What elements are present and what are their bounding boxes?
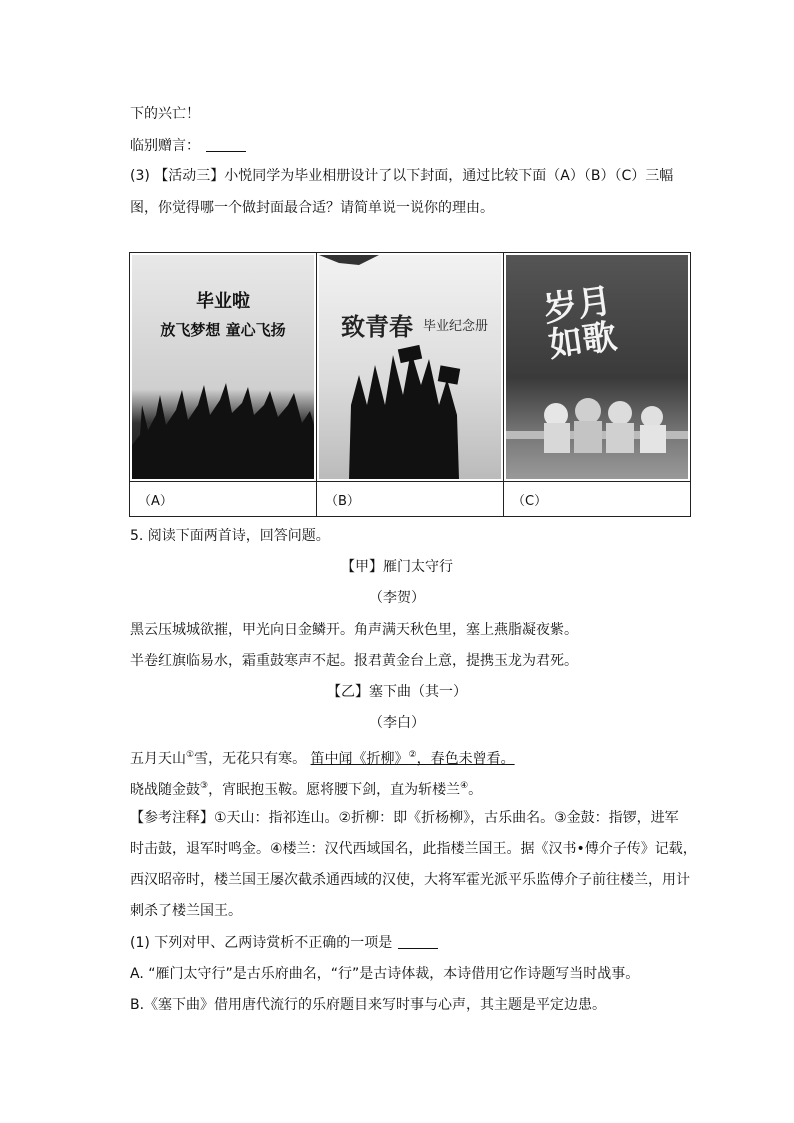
text-segment: ，春色未曾看。 <box>416 751 515 767</box>
poem-yi-line-1 <box>130 745 515 769</box>
crowd-silhouette-icon <box>132 255 314 479</box>
poem-yi-line-2 <box>130 776 482 800</box>
cover-a-image <box>132 255 314 479</box>
underlined-segment <box>311 751 515 767</box>
option-b: B.《塞下曲》借用唐代流行的乐府题目来写时事与心声，其主题是平定边患。 <box>130 997 607 1013</box>
farewell-label: 临别赠言： <box>130 138 200 154</box>
cover-options-table <box>129 252 691 517</box>
cover-b-title: 致青春 <box>341 312 413 341</box>
cover-c-cell <box>504 253 691 482</box>
text-segment: 雪，无花只有寒。 <box>194 751 307 767</box>
notes-line-2: 时击鼓，退军时鸣金。④楼兰：汉代西域国名，此指楼兰国王。据《汉书•傅介子传》记载， <box>130 841 697 857</box>
activity3-question-cont: 图，你觉得哪一个做封面最合适？请简单说一说你的理由。 <box>130 200 494 216</box>
graduates-silhouette-icon <box>319 255 501 479</box>
poem-yi-title: 【乙】塞下曲（其一） <box>327 684 467 700</box>
cover-a-title: 毕业啦 <box>196 291 250 312</box>
cover-b-image <box>319 255 501 479</box>
cover-b-subtitle: 毕业纪念册 <box>423 319 489 334</box>
cover-c-image <box>506 255 688 479</box>
option-a: A. “雁门太守行”是古乐府曲名，“行”是古诗体裁，本诗借用它作诗题写当时战事。 <box>130 966 640 982</box>
question-5: 5. 阅读下面两首诗，回答问题。 <box>130 528 330 544</box>
notes-line-3: 西汉昭帝时，楼兰国王屡次截杀通西域的汉使，大将军霍光派平乐监傅介子前往楼兰，用计 <box>130 872 690 888</box>
text-segment: 笛中闻《折柳》 <box>310 751 409 767</box>
cover-c-title: 岁月如歌 <box>541 280 620 366</box>
notes-line-4: 刺杀了楼兰国王。 <box>130 903 242 919</box>
children-sitting-icon <box>506 255 688 479</box>
answer-blank <box>398 934 438 949</box>
cover-b-cell <box>317 253 504 482</box>
poem-yi-author: （李白） <box>369 715 425 731</box>
cover-c-label: （C） <box>504 482 691 517</box>
poem-jia-author: （李贺） <box>369 590 425 606</box>
question-text: (1) 下列对甲、乙两诗赏析不正确的一项是 <box>130 935 393 951</box>
cover-a-cell <box>130 253 317 482</box>
text-line: 下的兴亡！ <box>130 106 200 122</box>
poem-jia-title: 【甲】雁门太守行 <box>341 559 453 575</box>
cover-a-label: （A） <box>130 482 317 517</box>
text-segment: ，宵眠抱玉鞍。愿将腰下剑，直为斩楼兰 <box>208 782 461 798</box>
activity3-question: (3) 【活动三】小悦同学为毕业相册设计了以下封面，通过比较下面（A）（B）（C）三幅 <box>130 168 674 184</box>
poem-jia-line-2: 半卷红旗临易水，霜重鼓寒声不起。报君黄金台上意，提携玉龙为君死。 <box>130 653 578 669</box>
notes-line-1: 【参考注释】①天山：指祁连山。②折柳：即《折杨柳》，古乐曲名。③金鼓：指锣，进军 <box>130 810 679 826</box>
text-segment: 晓战随金鼓 <box>130 782 200 798</box>
answer-blank <box>206 137 246 152</box>
text-segment: 五月天山 <box>130 751 186 767</box>
farewell-line <box>130 136 246 156</box>
footnote-mark: ③ <box>200 781 209 791</box>
sub-question-1 <box>130 933 438 953</box>
text-segment: 。 <box>468 782 483 798</box>
cover-a-subtitle: 放飞梦想 童心飞扬 <box>160 321 286 339</box>
footnote-mark: ① <box>186 750 195 760</box>
footnote-mark: ② <box>408 750 417 760</box>
cover-b-label: （B） <box>317 482 504 517</box>
poem-jia-line-1: 黑云压城城欲摧，甲光向日金鳞开。角声满天秋色里，塞上燕脂凝夜紫。 <box>130 622 578 638</box>
footnote-mark: ④ <box>460 781 469 791</box>
